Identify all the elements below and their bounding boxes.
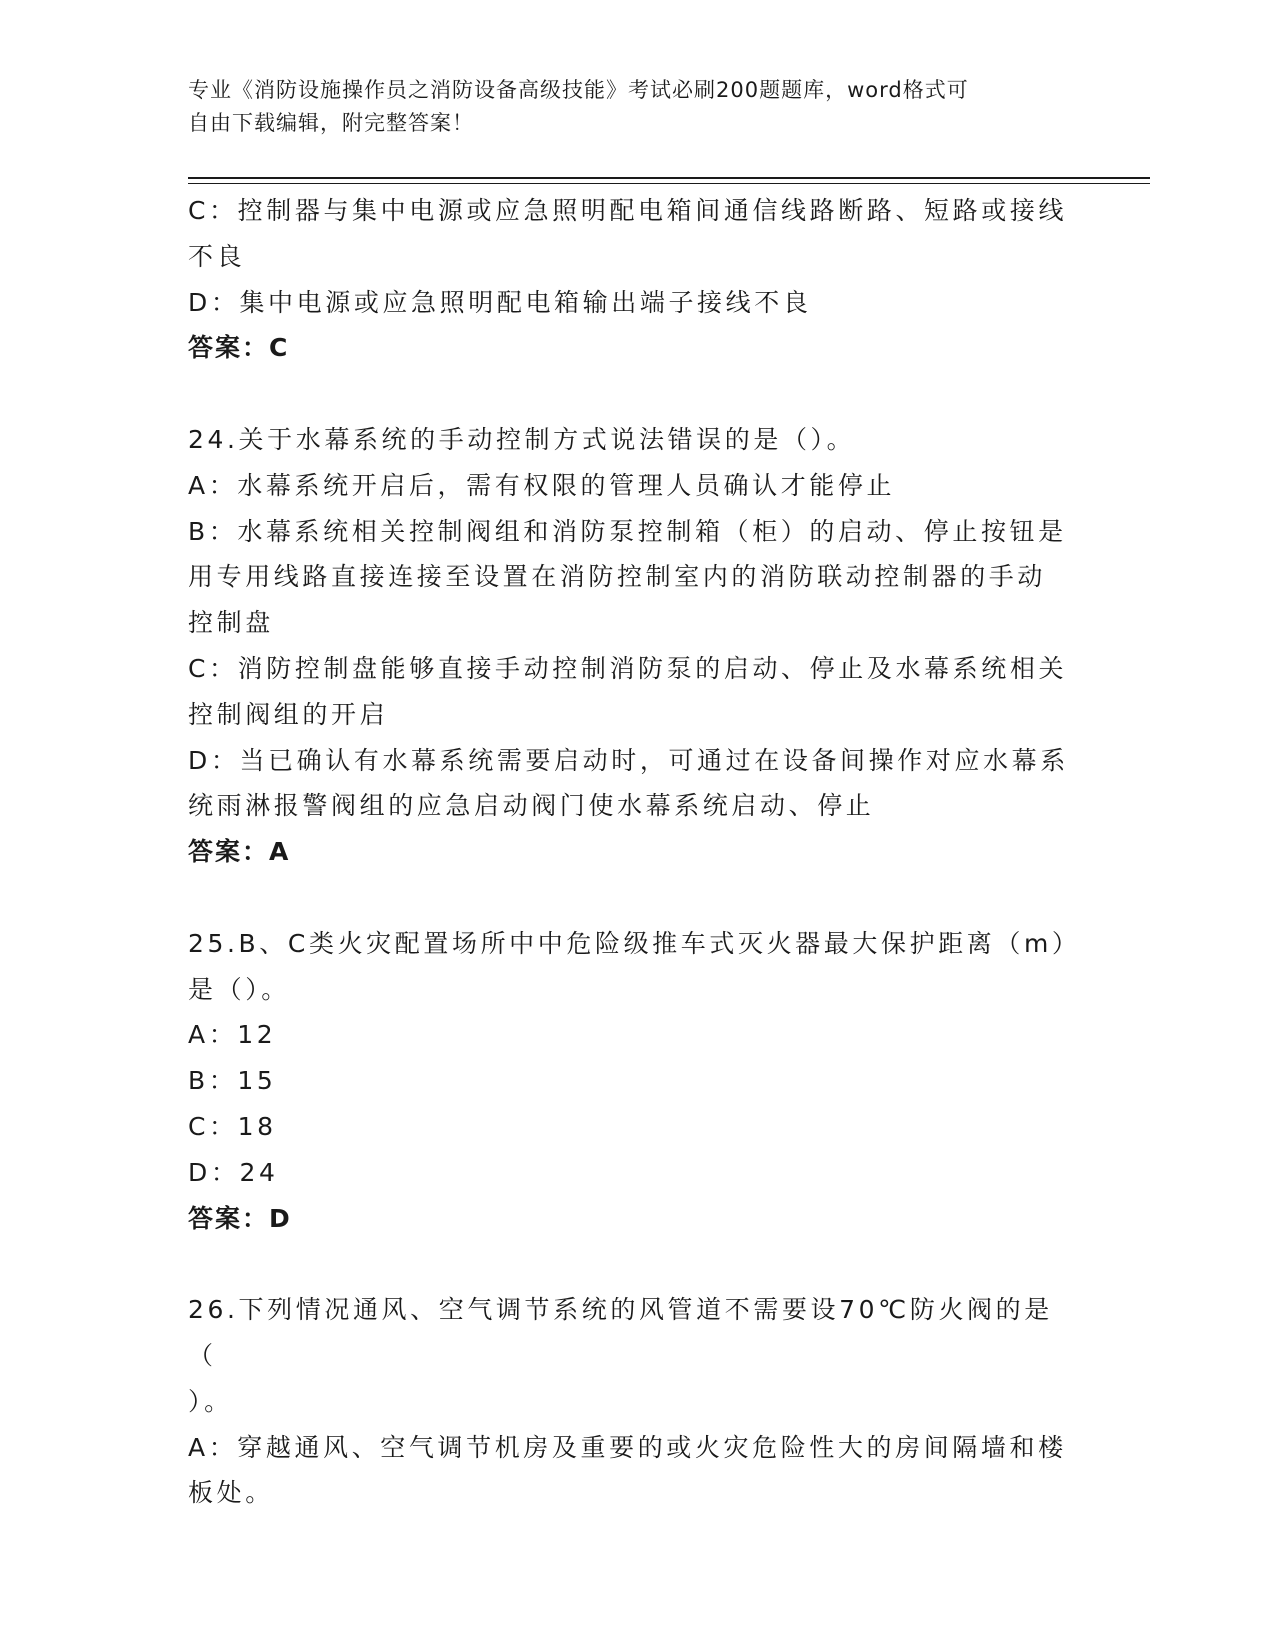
spacer	[188, 371, 1078, 417]
spacer	[188, 1241, 1078, 1287]
document-header	[188, 74, 1068, 140]
header-divider-thin	[188, 183, 1150, 184]
option-d-line-1: D：当已确认有水幕系统需要启动时，可通过在设备间操作对应水幕系	[188, 745, 1069, 775]
option-c-line-2: 控制阀组的开启	[188, 699, 389, 729]
question-stem-line-2: ）。	[188, 1386, 233, 1416]
option-d-line-2: 统雨淋报警阀组的应急启动阀门使水幕系统启动、停止	[188, 791, 875, 821]
answer-value: D	[269, 1203, 292, 1233]
question-stem-line-2: 是（）。	[188, 974, 290, 1004]
option-a: A：水幕系统开启后，需有权限的管理人员确认才能停止	[188, 470, 896, 500]
answer-label: 答案：	[188, 333, 270, 363]
answer-value: C	[269, 333, 290, 363]
option-d: D：集中电源或应急照明配电箱输出端子接线不良	[188, 287, 812, 317]
answer-line	[188, 325, 1078, 371]
question-26	[188, 1287, 1078, 1516]
question-stem-line-1: 26.下列情况通风、空气调节系统的风管道不需要设70℃防火阀的是（	[188, 1295, 1053, 1370]
option-b-line-2: 用专用线路直接连接至设置在消防控制室内的消防联动控制器的手动	[188, 562, 1047, 592]
option-c-line-1: C：控制器与集中电源或应急照明配电箱间通信线路断路、短路或接线	[188, 196, 1068, 225]
header-line-2: 自由下载编辑，附完整答案！	[188, 111, 474, 135]
answer-line	[188, 829, 1078, 875]
header-divider-thick	[188, 177, 1150, 179]
option-b: B：15	[188, 1066, 277, 1096]
option-a: A：12	[188, 1020, 277, 1050]
option-b-line-3: 控制盘	[188, 608, 274, 638]
question-24	[188, 417, 1078, 875]
question-stem-line-1: 25.B、C类火灾配置场所中中危险级推车式灭火器最大保护距离（m）	[188, 928, 1081, 958]
option-b-line-1: B：水幕系统相关控制阀组和消防泵控制箱（柜）的启动、停止按钮是	[188, 516, 1067, 546]
option-c-line-1: C：消防控制盘能够直接手动控制消防泵的启动、停止及水幕系统相关	[188, 653, 1068, 683]
header-line-1: 专业《消防设施操作员之消防设备高级技能》考试必刷200题题库，word格式可	[188, 78, 969, 102]
answer-line	[188, 1196, 1078, 1242]
answer-value: A	[269, 837, 291, 867]
option-c: C：18	[188, 1111, 277, 1141]
question-23-tail	[188, 188, 1078, 371]
question-25	[188, 921, 1081, 1242]
answer-label: 答案：	[188, 837, 270, 867]
answer-label: 答案：	[188, 1203, 270, 1233]
question-content	[188, 188, 1081, 1516]
spacer	[188, 875, 1078, 921]
option-c-line-2: 不良	[188, 241, 246, 271]
question-stem: 24.关于水幕系统的手动控制方式说法错误的是（）。	[188, 424, 856, 454]
option-a-line-2: 板处。	[188, 1478, 274, 1508]
option-d: D：24	[188, 1157, 279, 1187]
option-a-line-1: A：穿越通风、空气调节机房及重要的或火灾危险性大的房间隔墙和楼	[188, 1432, 1067, 1462]
